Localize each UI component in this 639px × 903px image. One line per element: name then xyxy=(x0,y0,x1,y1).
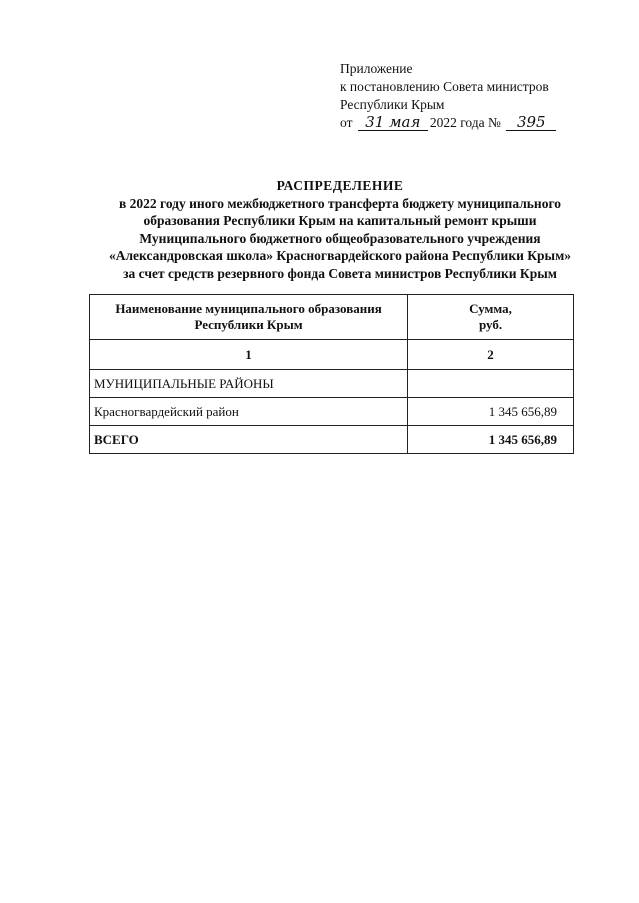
total-amount: 1 345 656,89 xyxy=(408,426,574,454)
row-amount: 1 345 656,89 xyxy=(408,398,574,426)
appendix-block xyxy=(340,60,620,132)
header-name-line-1: Наименование муниципального образования xyxy=(115,301,382,316)
row-amount xyxy=(408,370,574,398)
table-header-row xyxy=(90,295,574,340)
header-amount-line-2: руб. xyxy=(478,317,503,332)
header-amount xyxy=(408,295,574,340)
table-row xyxy=(90,370,574,398)
handwritten-number: 395 xyxy=(506,115,556,131)
appendix-line-3: Республики Крым xyxy=(340,97,445,112)
title-line-5: за счет средств резервного фонда Совета министров Республики Крым xyxy=(123,265,557,281)
title-line-3: Муниципального бюджетного общеобразовательного учреждения xyxy=(139,230,541,246)
header-name xyxy=(90,295,408,340)
appendix-line-1: Приложение xyxy=(340,61,413,76)
column-number-row xyxy=(90,340,574,370)
title-line-1: в 2022 году иного межбюджетного трансферта бюджету муниципального xyxy=(118,195,561,211)
distribution-table xyxy=(89,294,574,454)
header-amount-line-1: Сумма, xyxy=(469,301,512,316)
year-text: 2022 года № xyxy=(429,115,501,130)
table-row-total xyxy=(90,426,574,454)
title-line-4: «Александровская школа» Красногвардейского района Республики Крым» xyxy=(108,248,572,263)
date-prefix: от xyxy=(340,115,353,130)
row-name: МУНИЦИПАЛЬНЫЕ РАЙОНЫ xyxy=(90,370,408,398)
document-title: РАСПРЕДЕЛЕНИЕ xyxy=(276,178,404,193)
column-number-2: 2 xyxy=(408,340,574,370)
total-label: ВСЕГО xyxy=(90,426,408,454)
title-line-2: образования Республики Крым на капитальный ремонт крыши xyxy=(143,213,537,228)
appendix-date-line xyxy=(340,114,620,132)
column-number-1: 1 xyxy=(90,340,408,370)
handwritten-date: 31 мая xyxy=(358,115,428,131)
table-row xyxy=(90,398,574,426)
title-block xyxy=(70,177,610,282)
appendix-line-2: к постановлению Совета министров xyxy=(340,79,549,94)
row-name: Красногвардейский район xyxy=(90,398,408,426)
header-name-line-2: Республики Крым xyxy=(194,317,303,332)
